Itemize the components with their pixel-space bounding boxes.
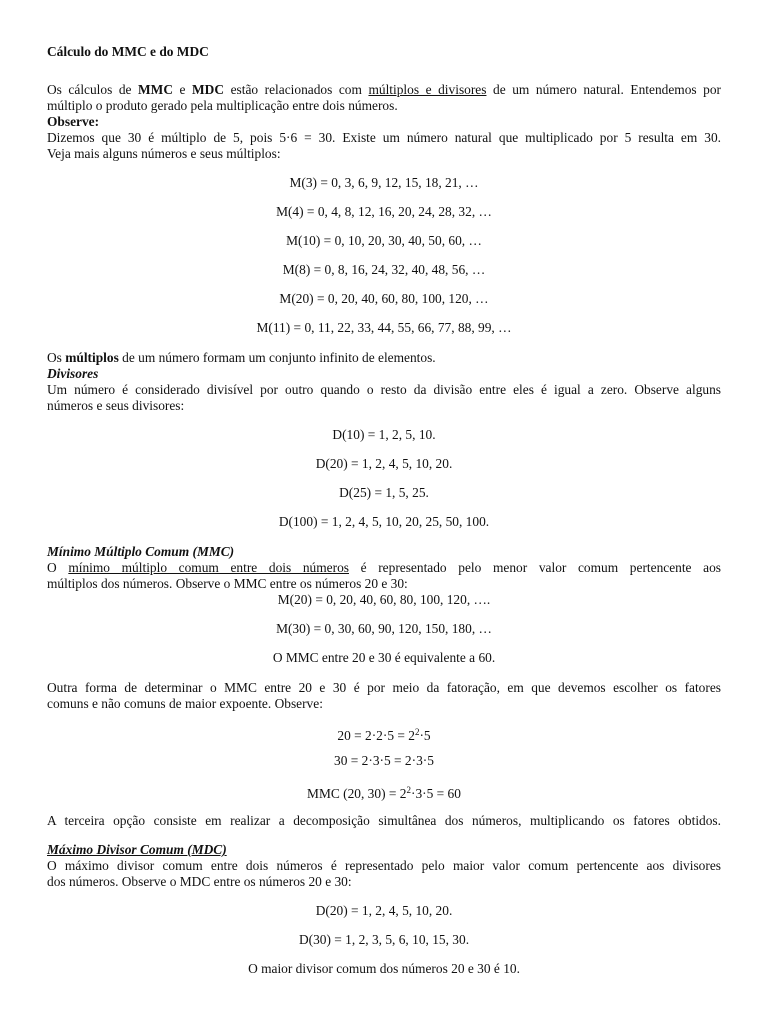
mmc-definition-link[interactable]: mínimo múltiplo comum entre dois números <box>68 560 349 575</box>
mmc-line-1: O mínimo múltiplo comum entre dois números é representado pelo menor valor comum pertencente aos <box>47 560 722 575</box>
document-title: Cálculo do MMC e do MDC <box>47 44 209 59</box>
divisors-item: D(10) = 1, 2, 5, 10. <box>332 427 436 442</box>
intro-line-4: Veja mais alguns números e seus múltiplos: <box>47 146 281 161</box>
intro-line-2: múltiplo o produto gerado pela multiplicação entre dois números. <box>47 98 398 113</box>
multiples-item: M(4) = 0, 4, 8, 12, 16, 20, 24, 28, 32, … <box>276 204 492 219</box>
multiples-item: M(8) = 0, 8, 16, 24, 32, 40, 48, 56, … <box>282 262 486 277</box>
multiples-item: M(10) = 0, 10, 20, 30, 40, 50, 60, … <box>286 233 482 248</box>
divisors-line-1: Um número é considerado divisível por outro quando o resto da divisão entre eles é igual a zero. Observe alguns <box>47 382 721 397</box>
divisors-item: D(25) = 1, 5, 25. <box>339 485 429 500</box>
mdc-result: O maior divisor comum dos números 20 e 30 é 10. <box>248 961 520 976</box>
observe-label: Observe: <box>47 114 100 129</box>
divisors-item: D(100) = 1, 2, 4, 5, 10, 20, 25, 50, 100. <box>278 514 490 529</box>
mdc-line-2: dos números. Observe o MDC entre os números 20 e 30: <box>47 874 352 889</box>
multiples-item: M(3) = 0, 3, 6, 9, 12, 15, 18, 21, … <box>289 175 479 190</box>
factorization-eq-mmc: MMC (20, $30) = 2^2\cdot 3\cdot 5 = 60$ <box>307 785 461 801</box>
multiples-note: Os múltiplos de um número formam um conjunto infinito de elementos. <box>47 350 436 365</box>
factorization-eq-20: $20 = 2\cdot 2\cdot 5 = 2^2\cdot 5$ <box>337 727 431 743</box>
mdc-d20: D(20) = 1, 2, 4, 5, 10, 20. <box>315 903 453 918</box>
divisors-heading: Divisores <box>47 366 99 381</box>
mmc-result: O MMC entre 20 e 30 é equivalente a 60. <box>272 650 496 665</box>
factorization-eq-30: 30 = 2·3·5 = 2·3·5 <box>334 753 434 768</box>
factorization-line-1: Outra forma de determinar o MMC entre 20 e 30 é por meio da fatoração, em que devemos escolher os fatores <box>47 680 721 695</box>
mmc-m20: M(20) = 0, 20, 40, 60, 80, 100, 120, …. <box>277 592 491 607</box>
divisors-line-2: números e seus divisores: <box>47 398 185 413</box>
third-option-line: A terceira opção consiste em realizar a decomposição simultânea dos números, multiplicando os fatores obtidos. <box>47 813 721 828</box>
mdc-heading: Máximo Divisor Comum (MDC) <box>47 842 227 857</box>
multiples-item: M(20) = 0, 20, 40, 60, 80, 100, 120, … <box>279 291 489 306</box>
mmc-m30: M(30) = 0, 30, 60, 90, 120, 150, 180, … <box>276 621 492 636</box>
intro-line-3: Dizemos que 30 é múltiplo de 5, pois 5·6 = 30. Existe um número natural que multiplicado por 5 resulta em 30. <box>47 130 721 145</box>
mmc-heading: Mínimo Múltiplo Comum (MMC) <box>47 544 235 559</box>
mdc-term: MDC <box>192 82 225 97</box>
divisors-item: D(20) = 1, 2, 4, 5, 10, 20. <box>315 456 453 471</box>
mdc-line-1: O máximo divisor comum entre dois números é representado pelo maior valor comum pertencente aos divisores <box>47 858 721 873</box>
mdc-d30: D(30) = 1, 2, 3, 5, 6, 10, 15, 30. <box>298 932 470 947</box>
factorization-line-2: comuns e não comuns de maior expoente. Observe: <box>47 696 323 711</box>
multiples-divisors-link[interactable]: múltiplos e divisores <box>368 82 487 97</box>
mmc-term: MMC <box>138 82 173 97</box>
intro-line-1: Os cálculos de MMC e MDC estão relacionados com múltiplos e divisores de um número natural. Entendemos por <box>47 82 721 97</box>
multiples-item: M(11) = 0, 11, 22, 33, 44, 55, 66, 77, 88, 99, … <box>256 320 512 335</box>
mmc-line-2: múltiplos dos números. Observe o MMC entre os números 20 e 30: <box>47 576 408 591</box>
